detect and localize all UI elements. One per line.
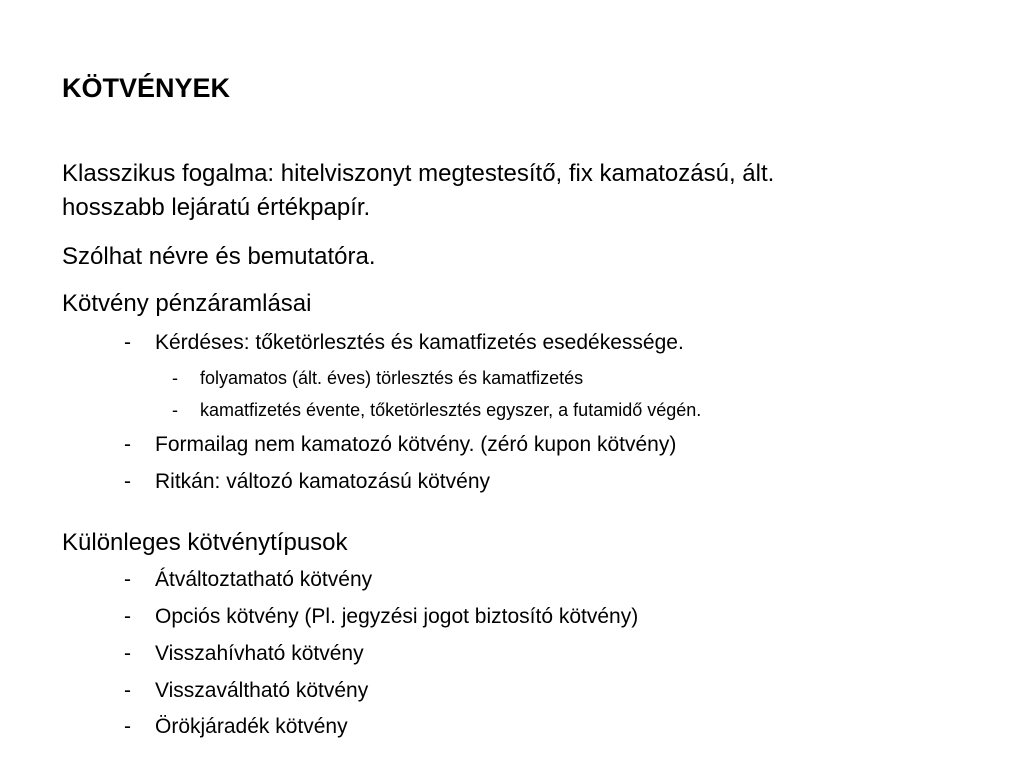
list-item-text: Opciós kötvény (Pl. jegyzési jogot biztosító kötvény) xyxy=(155,605,639,628)
bullet-dash: - xyxy=(124,331,131,354)
bullet-dash: - xyxy=(124,433,131,456)
form-line: Szólhat névre és bemutatóra. xyxy=(62,243,376,270)
bullet-dash: - xyxy=(124,715,131,738)
list-item-text: Ritkán: változó kamatozású kötvény xyxy=(155,470,490,493)
bullet-dash: - xyxy=(172,400,178,420)
sub-list-item xyxy=(172,365,583,391)
list-item xyxy=(124,565,372,595)
bullet-dash: - xyxy=(124,679,131,702)
bullet-dash: - xyxy=(124,568,131,591)
slide-title: KÖTVÉNYEK xyxy=(62,73,231,103)
list-item-text: Formailag nem kamatozó kötvény. (zéró kupon kötvény) xyxy=(155,433,677,456)
list-item-text: Kérdéses: tőketörlesztés és kamatfizetés esedékessége. xyxy=(155,331,684,354)
list-item-text: Visszahívható kötvény xyxy=(155,642,364,665)
list-item-text: Átváltoztatható kötvény xyxy=(155,568,373,591)
bullet-dash: - xyxy=(124,642,131,665)
cashflow-heading: Kötvény pénzáramlásai xyxy=(62,290,312,317)
list-item-text: Örökjáradék kötvény xyxy=(155,715,348,738)
bullet-dash: - xyxy=(124,605,131,628)
sub-list-item-text: kamatfizetés évente, tőketörlesztés egyszer, a futamidő végén. xyxy=(200,400,702,420)
bullet-dash: - xyxy=(172,368,178,388)
special-heading: Különleges kötvénytípusok xyxy=(62,529,348,556)
sub-list-item-text: folyamatos (ált. éves) törlesztés és kamatfizetés xyxy=(200,368,584,388)
list-item xyxy=(124,676,368,706)
list-item xyxy=(124,328,684,358)
definition-line-2: hosszabb lejáratú értékpapír. xyxy=(62,194,371,221)
sub-list-item xyxy=(172,397,701,423)
definition-line-1: Klasszikus fogalma: hitelviszonyt megtestesítő, fix kamatozású, ált. xyxy=(62,160,775,187)
list-item xyxy=(124,430,676,460)
list-item-text: Visszaváltható kötvény xyxy=(155,679,369,702)
list-item xyxy=(124,639,364,669)
list-item xyxy=(124,602,638,632)
list-item xyxy=(124,467,490,497)
bullet-dash: - xyxy=(124,470,131,493)
list-item xyxy=(124,712,348,742)
